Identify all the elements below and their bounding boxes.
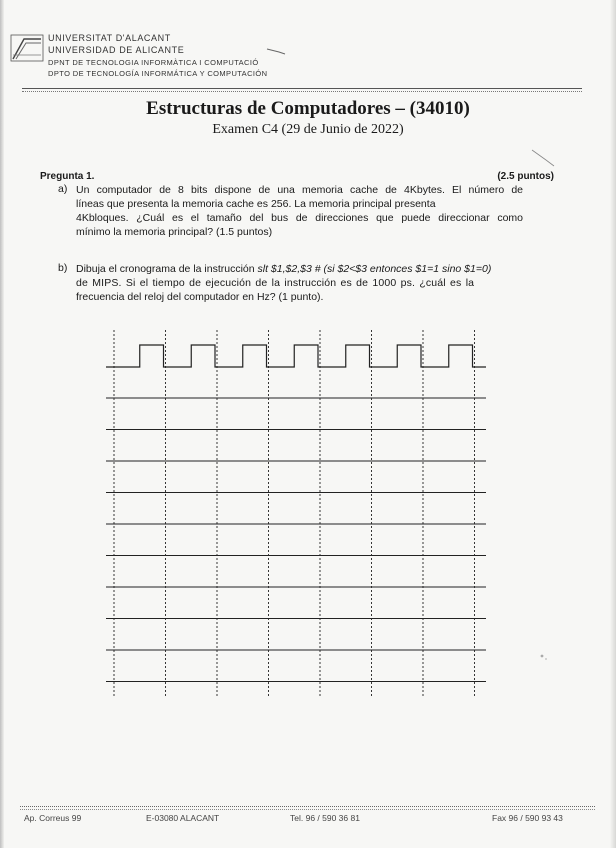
exam-subtitle: Examen C4 (29 de Junio de 2022) (212, 122, 404, 137)
footer-divider-dotted (20, 809, 595, 810)
footer-tel: Tel. 96 / 590 36 81 (290, 813, 360, 823)
item-a-line: Un computador de 8 bits dispone de una memoria cache de 4Kbytes. El número de (76, 184, 523, 196)
instruction-code: slt $1,$2,$3 # (si $2<$3 entonces $1=1 sino $1=0) (257, 263, 492, 275)
header-divider-dotted (22, 91, 582, 92)
university-name-es: UNIVERSIDAD DE ALICANTE (48, 45, 185, 55)
item-b-line: frecuencia del reloj del computador en Hz? (1 punto). (76, 291, 324, 303)
question-points: (2.5 puntos) (497, 171, 554, 182)
item-a-line: líneas que presenta la memoria cache es 256. La memoria principal presenta (76, 198, 436, 210)
item-a-label: a) (58, 183, 68, 195)
item-b-text (76, 262, 556, 304)
header-divider (22, 88, 582, 89)
item-a-line: mínimo la memoria principal? (1.5 puntos) (76, 226, 273, 238)
pen-mark (528, 148, 558, 168)
footer-address: Ap. Correus 99 (24, 813, 82, 823)
university-name-val: UNIVERSITAT D'ALACANT (48, 33, 171, 43)
exam-title: Estructuras de Computadores – (34010) (146, 98, 470, 119)
department-name-val: DPNT DE TECNOLOGIA INFORMÀTICA I COMPUTACIÓ (48, 58, 259, 67)
footer-divider (20, 806, 595, 807)
item-b-line (76, 262, 556, 276)
pen-mark (265, 46, 287, 56)
footer-fax: Fax 96 / 590 93 43 (492, 813, 563, 823)
university-logo-icon (10, 34, 44, 62)
clock-waveform (106, 345, 486, 367)
footer-city: E-03080 ALACANT (146, 813, 220, 823)
item-a-text (76, 183, 523, 239)
scan-speck (534, 648, 554, 668)
item-b-line: de MIPS. Si el tiempo de ejecución de la instrucción es de 1000 ps. ¿cuál es la (76, 277, 475, 289)
item-b-prefix: Dibuja el cronograma de la instrucción (76, 263, 258, 275)
timing-diagram-grid (100, 328, 492, 708)
item-b-label: b) (58, 262, 68, 274)
item-a-line: 4Kbloques. ¿Cuál es el tamaño del bus de direcciones que puede direccionar como (76, 212, 523, 224)
question-heading: Pregunta 1. (40, 171, 95, 182)
department-name-es: DPTO DE TECNOLOGÍA INFORMÁTICA Y COMPUTACIÓN (48, 69, 268, 78)
